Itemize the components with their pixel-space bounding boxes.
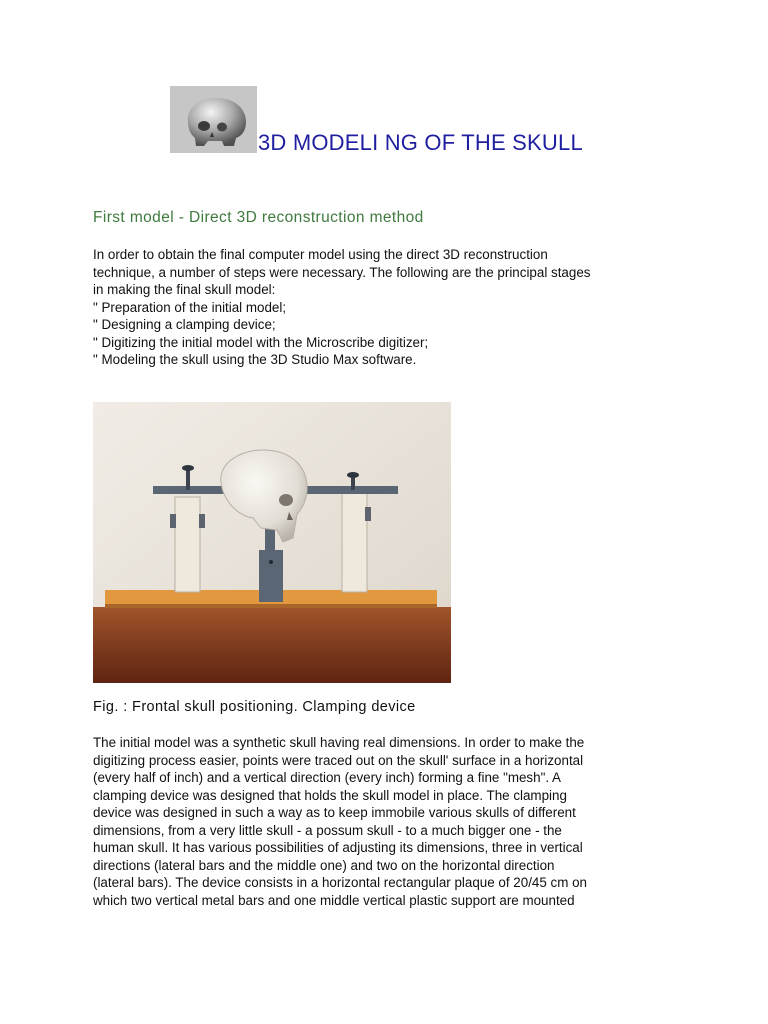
body-line: (lateral bars). The device consists in a horizontal rectangular plaque of 20/45 cm on: [93, 875, 587, 890]
intro-line: technique, a number of steps were necessary. The following are the principal stages: [93, 264, 591, 280]
clamping-device-photo: [93, 402, 451, 683]
skull-thumbnail-image: [170, 86, 257, 153]
step-item: " Designing a clamping device;: [93, 317, 276, 332]
body-paragraph: [93, 734, 683, 909]
intro-paragraph: [93, 246, 683, 369]
section-heading: First model - Direct 3D reconstruction method: [93, 209, 424, 226]
page-title: 3D MODELI NG OF THE SKULL: [258, 130, 583, 155]
body-line: clamping device was designed that holds the skull model in place. The clamping: [93, 787, 567, 803]
body-line: dimensions, from a very little skull - a possum skull - to a much bigger one - the: [93, 822, 562, 838]
body-line: human skull. It has various possibilities of adjusting its dimensions, three in vertical: [93, 840, 583, 855]
body-line: which two vertical metal bars and one middle vertical plastic support are mounted: [93, 892, 575, 908]
step-item: " Digitizing the initial model with the Microscribe digitizer;: [93, 334, 429, 350]
body-line: (every half of inch) and a vertical direction (every inch) forming a fine "mesh". A: [93, 770, 561, 785]
body-line: The initial model was a synthetic skull having real dimensions. In order to make the: [93, 735, 585, 750]
body-line: device was designed in such a way as to keep immobile various skulls of different: [93, 805, 576, 820]
body-line: directions (lateral bars and the middle one) and two on the horizontal direction: [93, 857, 555, 873]
intro-line: In order to obtain the final computer model using the direct 3D reconstruction: [93, 247, 548, 262]
step-item: " Preparation of the initial model;: [93, 299, 287, 315]
intro-line: in making the final skull model:: [93, 282, 276, 297]
step-item: " Modeling the skull using the 3D Studio Max software.: [93, 352, 417, 367]
body-line: digitizing process easier, points were traced out on the skull' surface in a horizontal: [93, 752, 584, 768]
figure-caption: Fig. : Frontal skull positioning. Clamping device: [93, 699, 416, 715]
